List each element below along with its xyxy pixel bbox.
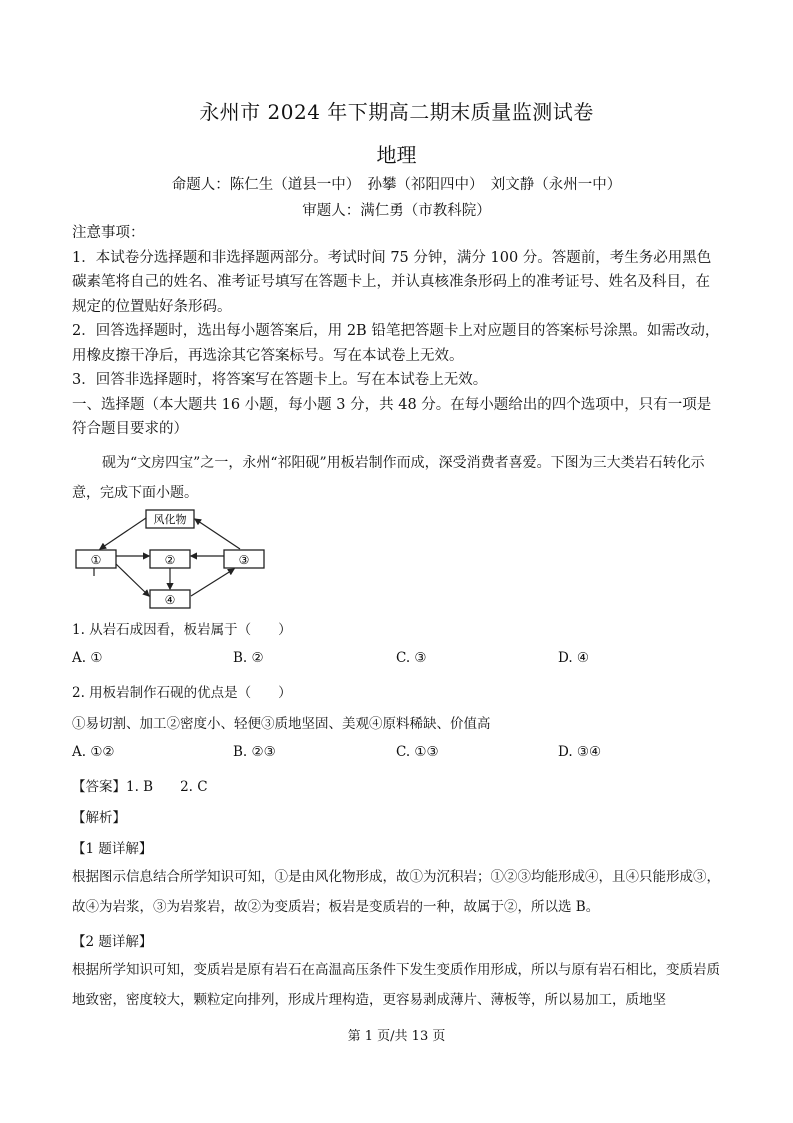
analysis-label: 【解析】: [72, 810, 126, 826]
node-2-label: ②: [164, 553, 176, 567]
detail-2-text: 根据所学知识可知，变质岩是原有岩石在高温高压条件下发生变质作用形成，所以与原有岩石相比，变质岩质地致密，密度较大，颗粒定向排列，形成片理构造，更容易剥成薄片、薄板等，所以易加工，质地坚: [72, 962, 720, 1008]
q1-option-c: C. ③: [396, 650, 427, 666]
notes-item-2: 2．回答选择题时，选出每小题答案后，用 2B 铅笔把答题卡上对应题目的答案标号涂黑。如需改动，用橡皮擦干净后，再选涂其它答案标号。写在本试卷上无效。: [72, 323, 720, 364]
q1-option-d: D. ④: [558, 650, 590, 666]
page-footer: 第 1 页/共 13 页: [347, 1029, 446, 1044]
detail-1-text: 根据图示信息结合所学知识可知，①是由风化物形成，故①为沉积岩；①②③均能形成④，且④只能形成③，故④为岩浆，③为岩浆岩，故②为变质岩；板岩是变质岩的一种，故属于②，所以选 B。: [72, 869, 720, 915]
detail-2-label: 【2 题详解】: [72, 934, 153, 950]
q1-option-b: B. ②: [233, 650, 264, 666]
node-3-label: ③: [238, 553, 250, 567]
node-top: [146, 510, 194, 528]
question-intro: 砚为“文房四宝”之一，永州“祁阳砚”用板岩制作而成，深受消费者喜爱。下图为三大类岩石转化示意，完成下面小题。: [72, 455, 705, 501]
section-heading: 一、选择题（本大题共 16 小题，每小题 3 分，共 48 分。在每小题给出的四个选项中，只有一项是符合题目要求的）: [72, 396, 712, 437]
notes-section: [72, 221, 724, 442]
q2-option-b: B. ②③: [233, 744, 276, 760]
answer-text: 1. B 2. C: [126, 779, 208, 795]
answer-label: 【答案】: [72, 779, 126, 795]
notes-item-1: 1．本试卷分选择题和非选择题两部分。考试时间 75 分钟，满分 100 分。答题前，考生务必用黑色碳素笔将自己的姓名、准考证号填写在答题卡上，并认真核准条形码上的准考证号、姓名及科目，在规定的位置贴好条形码。: [72, 249, 712, 315]
exam-title: 永州市 2024 年下期高二期末质量监测试卷: [199, 100, 594, 124]
q2-option-c: C. ①③: [396, 744, 439, 760]
exam-subject: 地理: [376, 143, 417, 167]
detail-1-label: 【1 题详解】: [72, 841, 153, 857]
node-3: [224, 550, 264, 568]
rock-cycle-diagram: [74, 506, 270, 610]
node-top-label: 风化物: [153, 513, 187, 526]
notes-heading: 注意事项：: [72, 225, 145, 241]
question-2-stem: 2. 用板岩制作石砚的优点是（ ）: [72, 685, 292, 701]
question-1-stem: 1. 从岩石成因看，板岩属于（ ）: [72, 622, 292, 638]
node-1-label: ①: [90, 553, 102, 567]
answer-line: [72, 775, 208, 795]
node-2: [150, 550, 190, 568]
node-4-label: ④: [164, 593, 176, 607]
question-2-statements: ①易切割、加工②密度小、轻便③质地坚固、美观④原料稀缺、价值高: [72, 716, 491, 732]
reviewer-line: 审题人：满仁勇（市教科院）: [302, 203, 491, 219]
q1-option-a: A. ①: [72, 650, 103, 666]
authors-line: 命题人：陈仁生（道县一中） 孙攀（祁阳四中） 刘文静（永州一中）: [171, 177, 622, 193]
node-4: [150, 590, 190, 608]
q2-option-a: A. ①②: [72, 744, 115, 760]
node-1: [76, 550, 116, 568]
notes-item-3: 3．回答非选择题时，将答案写在答题卡上。写在本试卷上无效。: [72, 372, 488, 388]
q2-option-d: D. ③④: [558, 744, 602, 760]
